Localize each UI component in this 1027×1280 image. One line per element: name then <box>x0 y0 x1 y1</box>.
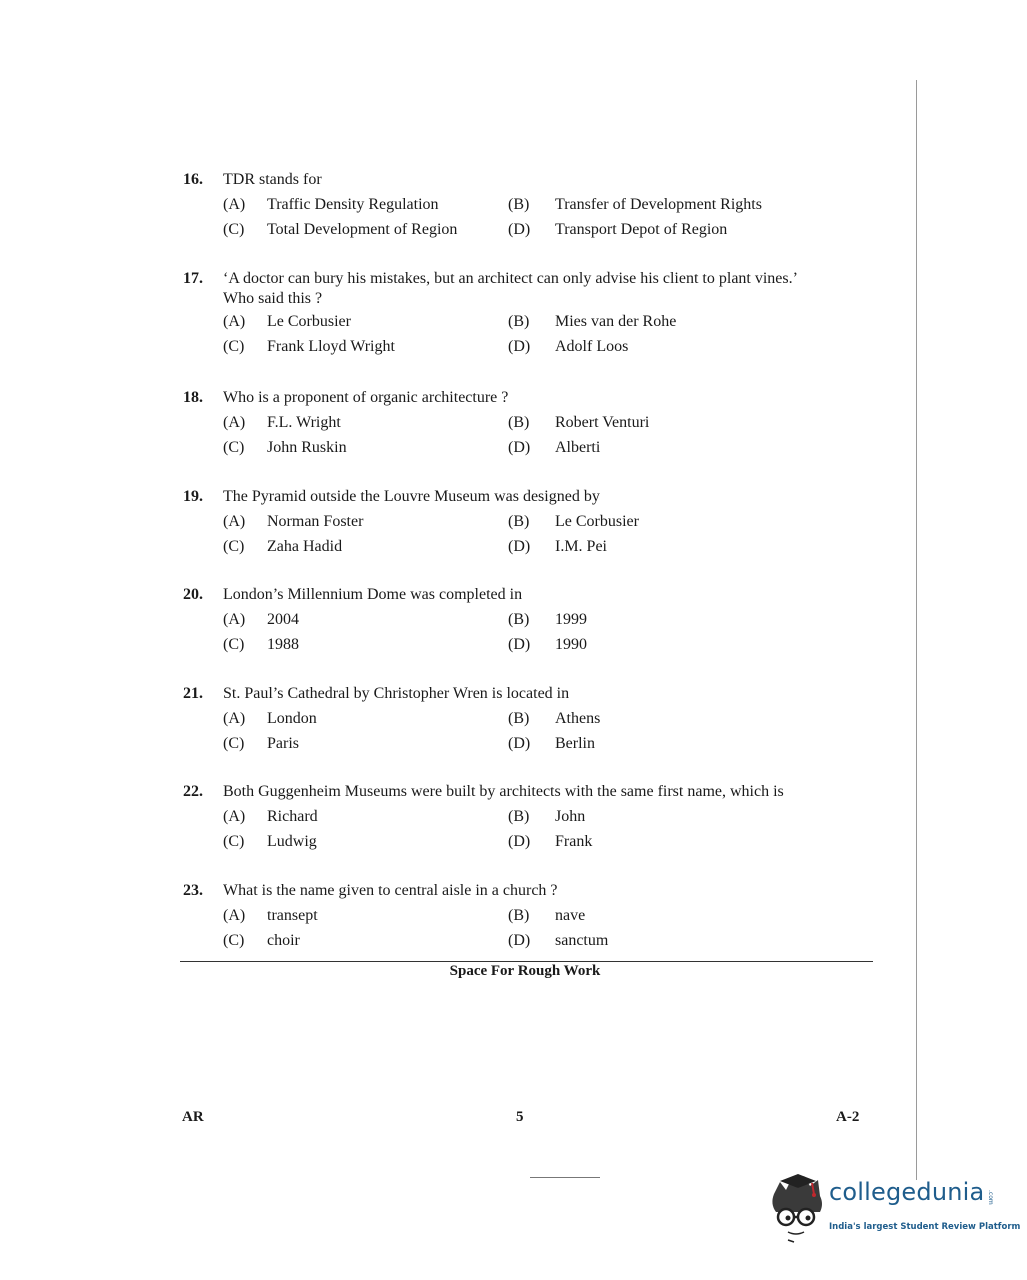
question-stem <box>183 167 873 192</box>
question-16 <box>183 167 873 242</box>
option-label: (C) <box>223 221 245 238</box>
option-text: Mies van der Rohe <box>555 313 677 330</box>
page-margin-rule <box>916 80 917 1180</box>
option-text: nave <box>555 907 586 924</box>
option-row <box>183 903 873 928</box>
option-text: 1988 <box>267 636 299 653</box>
option-text: Paris <box>267 735 299 752</box>
option-text: transept <box>267 907 318 924</box>
question-text: St. Paul’s Cathedral by Christopher Wren is located in <box>223 685 570 702</box>
option-row <box>183 509 873 534</box>
option-label: (D) <box>508 833 531 850</box>
option-text: 1999 <box>555 611 587 628</box>
mascot-icon <box>768 1172 828 1244</box>
option-text: Norman Foster <box>267 513 364 530</box>
option-label: (D) <box>508 221 531 238</box>
question-number: 17. <box>183 270 203 287</box>
option-text: F.L. Wright <box>267 414 341 431</box>
option-text: Le Corbusier <box>555 513 639 530</box>
option-text: Total Development of Region <box>267 221 458 238</box>
option-label: (A) <box>223 710 246 727</box>
option-label: (C) <box>223 735 245 752</box>
question-number: 23. <box>183 882 203 899</box>
option-text: sanctum <box>555 932 609 949</box>
question-20 <box>183 582 873 657</box>
option-row <box>183 829 873 854</box>
question-23 <box>183 878 873 953</box>
question-text: Both Guggenheim Museums were built by architects with the same first name, which is <box>223 783 784 800</box>
rough-work-divider <box>180 961 873 962</box>
option-text: London <box>267 710 317 727</box>
question-stem <box>183 582 873 607</box>
option-text: Robert Venturi <box>555 414 650 431</box>
question-text: London’s Millennium Dome was completed in <box>223 586 523 603</box>
question-text: TDR stands for <box>223 171 322 188</box>
option-text: I.M. Pei <box>555 538 607 555</box>
option-label: (B) <box>508 710 530 727</box>
question-17 <box>183 266 873 359</box>
option-text: John <box>555 808 586 825</box>
option-row <box>183 410 873 435</box>
question-text: ‘A doctor can bury his mistakes, but an architect can only advise his client to plant vines.’ <box>223 270 798 287</box>
option-label: (B) <box>508 907 530 924</box>
option-label: (B) <box>508 196 530 213</box>
option-text: Berlin <box>555 735 595 752</box>
option-row <box>183 607 873 632</box>
option-label: (C) <box>223 538 245 555</box>
option-text: Transport Depot of Region <box>555 221 728 238</box>
option-text: Richard <box>267 808 318 825</box>
option-text: Frank Lloyd Wright <box>267 338 395 355</box>
footer-subject-code: AR <box>182 1109 204 1125</box>
question-stem <box>183 779 873 804</box>
footer-page-number: 5 <box>516 1109 524 1125</box>
option-row <box>183 435 873 460</box>
question-number: 20. <box>183 586 203 603</box>
option-label: (D) <box>508 439 531 456</box>
collegedunia-logo <box>768 1172 1021 1244</box>
option-row <box>183 804 873 829</box>
option-label: (D) <box>508 735 531 752</box>
option-row <box>183 192 873 217</box>
question-18 <box>183 385 873 460</box>
question-19 <box>183 484 873 559</box>
option-text: Traffic Density Regulation <box>267 196 439 213</box>
option-text: Adolf Loos <box>555 338 629 355</box>
question-stem <box>183 878 873 903</box>
option-label: (C) <box>223 833 245 850</box>
option-label: (C) <box>223 338 245 355</box>
option-row <box>183 928 873 953</box>
logo-com: .com <box>987 1190 994 1205</box>
option-label: (B) <box>508 313 530 330</box>
question-text-line-2: Who said this ? <box>223 290 323 307</box>
option-row <box>183 706 873 731</box>
option-label: (D) <box>508 338 531 355</box>
question-number: 21. <box>183 685 203 702</box>
question-21 <box>183 681 873 756</box>
option-label: (A) <box>223 414 246 431</box>
logo-wordmark: collegedunia <box>829 1178 985 1206</box>
question-number: 22. <box>183 783 203 800</box>
option-label: (B) <box>508 513 530 530</box>
option-label: (A) <box>223 513 246 530</box>
option-text: Frank <box>555 833 593 850</box>
option-label: (B) <box>508 808 530 825</box>
option-text: Ludwig <box>267 833 317 850</box>
option-row <box>183 632 873 657</box>
question-number: 18. <box>183 389 203 406</box>
option-row <box>183 334 873 359</box>
footer-booklet-code: A-2 <box>836 1109 860 1125</box>
option-label: (C) <box>223 439 245 456</box>
option-row <box>183 731 873 756</box>
option-row <box>183 217 873 242</box>
option-text: 1990 <box>555 636 587 653</box>
option-label: (A) <box>223 611 246 628</box>
option-row <box>183 309 873 334</box>
option-label: (D) <box>508 932 531 949</box>
option-label: (D) <box>508 538 531 555</box>
option-row <box>183 534 873 559</box>
question-stem-continued <box>183 289 873 309</box>
option-text: Zaha Hadid <box>267 538 343 555</box>
question-stem <box>183 385 873 410</box>
question-number: 16. <box>183 171 203 188</box>
option-label: (C) <box>223 932 245 949</box>
question-stem <box>183 484 873 509</box>
option-text: Le Corbusier <box>267 313 351 330</box>
option-label: (C) <box>223 636 245 653</box>
option-text: John Ruskin <box>267 439 347 456</box>
logo-tagline: India's largest Student Review Platform <box>829 1222 1021 1232</box>
option-label: (D) <box>508 636 531 653</box>
option-label: (A) <box>223 907 246 924</box>
option-text: Athens <box>555 710 601 727</box>
question-22 <box>183 779 873 854</box>
option-text: Transfer of Development Rights <box>555 196 762 213</box>
option-label: (B) <box>508 611 530 628</box>
question-stem <box>183 681 873 706</box>
question-text: What is the name given to central aisle in a church ? <box>223 882 558 899</box>
rough-work-label: Space For Rough Work <box>449 963 601 979</box>
option-text: Alberti <box>555 439 601 456</box>
option-label: (B) <box>508 414 530 431</box>
option-text: 2004 <box>267 611 299 628</box>
question-text: The Pyramid outside the Louvre Museum was designed by <box>223 488 600 505</box>
question-stem <box>183 266 873 291</box>
question-number: 19. <box>183 488 203 505</box>
option-text: choir <box>267 932 300 949</box>
option-label: (A) <box>223 313 246 330</box>
faint-scan-line <box>530 1177 600 1178</box>
question-text: Who is a proponent of organic architecture ? <box>223 389 509 406</box>
option-label: (A) <box>223 808 246 825</box>
option-label: (A) <box>223 196 246 213</box>
